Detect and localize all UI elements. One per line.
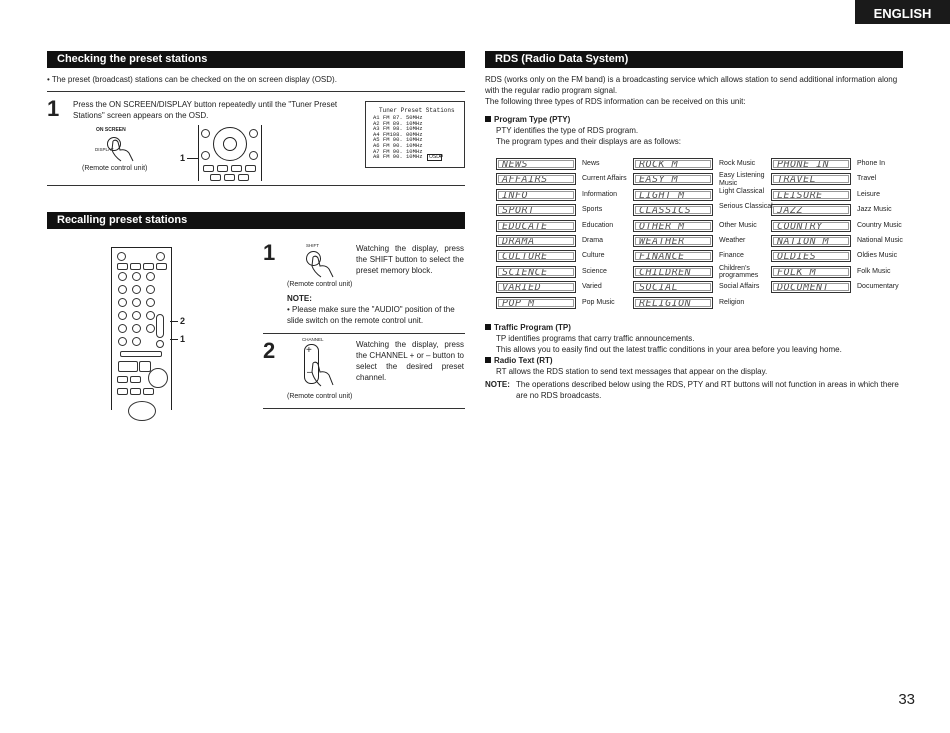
pty-description: Oldies Music	[857, 252, 898, 260]
pty-description: Phone In	[857, 160, 886, 167]
pty-display-box: SCIENCE	[496, 266, 576, 278]
button-icon	[118, 272, 127, 281]
tp-heading-label: Traffic Program (TP)	[494, 323, 571, 332]
power-button-icon	[117, 252, 126, 261]
button-icon	[201, 151, 210, 160]
button-icon	[143, 388, 154, 395]
button-icon	[217, 165, 228, 172]
button-icon	[117, 376, 128, 383]
language-tab: ENGLISH	[855, 0, 950, 24]
recall-step1-caption: (Remote control unit)	[287, 281, 353, 288]
tp-heading	[485, 322, 571, 333]
button-icon	[118, 361, 138, 372]
button-icon	[245, 165, 256, 172]
osd-line: A7 FM 90. 10MHz	[373, 147, 423, 155]
pty-display-box: OLDIES	[771, 250, 851, 262]
osd-line: A8 FM 90. 10MHz	[373, 153, 423, 161]
button-icon	[130, 263, 141, 270]
pty-description: Easy Listening Music	[719, 172, 765, 187]
button-icon	[224, 174, 235, 181]
rt-heading	[485, 355, 553, 366]
pty-display-box: LIGHT M	[633, 189, 713, 201]
divider	[47, 185, 465, 186]
osd-line: A6 FM 90. 10MHz	[373, 141, 423, 149]
pty-display-box: LEISURE	[771, 189, 851, 201]
number-button-icon	[132, 298, 141, 307]
button-icon	[249, 129, 258, 138]
divider	[263, 408, 465, 409]
checking-caption: (Remote control unit)	[82, 165, 148, 172]
pty-display-box: TRAVEL	[771, 173, 851, 185]
pty-display-box: DOCUMENT	[771, 281, 851, 293]
callout-number: 1	[180, 334, 186, 344]
square-bullet-icon	[485, 357, 491, 363]
callout-line	[170, 339, 178, 340]
button-icon	[130, 388, 141, 395]
pty-display-box: VARIED	[496, 281, 576, 293]
pty-description: Religion	[719, 298, 745, 306]
recall-step1-text: Watching the display, press the SHIFT button to select the preset memory block.	[356, 244, 464, 275]
button-icon	[249, 151, 258, 160]
pty-description: Other Music	[719, 221, 757, 229]
pty-description: News	[582, 160, 600, 167]
button-icon	[210, 174, 221, 181]
button-icon	[146, 272, 155, 281]
pty-description: Documentary	[857, 283, 899, 291]
number-button-icon	[146, 324, 155, 333]
button-icon	[118, 337, 127, 346]
on-screen-label: ON SCREEN	[96, 127, 126, 133]
pty-display-box: WEATHER	[633, 235, 713, 247]
plus-icon: +	[306, 345, 312, 356]
power-button-icon	[156, 252, 165, 261]
shift-label: SHIFT	[306, 243, 319, 248]
button-icon	[143, 263, 154, 270]
recall-note-text: • Please make sure the "AUDIO" position of the slide switch on the remote control unit.	[287, 305, 455, 325]
osd-line: A3 FM 98. 10MHz	[373, 125, 423, 133]
pty-description: Education	[582, 221, 614, 229]
square-bullet-icon	[485, 116, 491, 122]
remote-control-illustration	[111, 247, 172, 410]
tp-line-2: This allows you to easily find out the latest traffic conditions in your area before you leaving home.	[496, 345, 842, 354]
pty-description: Children's programmes	[719, 264, 759, 280]
osd-line: A1 FM 87. 50MHz	[373, 114, 423, 121]
pty-display-box: SPORT	[496, 204, 576, 216]
page-number: 33	[898, 691, 915, 708]
pty-heading	[485, 114, 570, 125]
volume-dial-icon	[148, 368, 168, 388]
button-icon	[132, 272, 141, 281]
pty-display-box: CLASSICS	[633, 204, 713, 216]
pty-display-box: PHONE IN	[771, 158, 851, 170]
enter-button-icon	[223, 137, 237, 151]
pty-description: Science	[582, 267, 607, 275]
osd-station-list	[373, 115, 423, 160]
callout-number: 1	[180, 153, 186, 163]
osd-line: A4 FM108. 00MHz	[373, 130, 423, 138]
pty-description: Travel	[857, 175, 877, 183]
callout-number: 2	[180, 316, 186, 326]
pty-description: Serious Classical	[719, 203, 773, 211]
pty-display-box: AFFAIRS	[496, 173, 576, 185]
pty-line-2: The program types and their displays are as follows:	[496, 137, 681, 146]
pty-description: Information	[582, 190, 618, 198]
number-button-icon	[118, 298, 127, 307]
pty-description: Culture	[582, 252, 605, 260]
button-icon	[117, 388, 128, 395]
button-icon	[156, 263, 167, 270]
pty-description: Social Affairs	[719, 283, 760, 291]
button-icon	[139, 361, 151, 372]
display-label: DISPLAY	[95, 147, 114, 152]
pty-display-box: INFO	[496, 189, 576, 201]
minus-icon: –	[307, 367, 313, 378]
button-icon	[132, 337, 141, 346]
note-label: NOTE:	[287, 294, 312, 303]
pty-display-box: COUNTRY	[771, 220, 851, 232]
pty-heading-label: Program Type (PTY)	[494, 115, 571, 124]
recall-step2-caption: (Remote control unit)	[287, 393, 353, 400]
number-button-icon	[118, 311, 127, 320]
rt-line-1: RT allows the RDS station to send text messages that appear on the display.	[496, 367, 768, 376]
pty-description: Country Music	[857, 221, 902, 229]
pty-display-box: RELIGION	[633, 297, 713, 309]
number-button-icon	[118, 324, 127, 333]
pty-display-box: EASY M	[633, 173, 713, 185]
pty-description: Folk Music	[857, 267, 891, 275]
osd-line: A2 FM 89. 10MHz	[373, 119, 423, 127]
pointing-hand-icon	[310, 255, 336, 279]
pty-display-box: FINANCE	[633, 250, 713, 262]
osd-title: Tuner Preset Stations	[379, 107, 455, 114]
square-bullet-icon	[485, 324, 491, 330]
rds-note-text: The operations described below using the RDS, PTY and RT buttons will not function in areas in which there are no RDS broadcasts.	[516, 380, 899, 400]
button-icon	[132, 285, 141, 294]
pointing-hand-icon	[310, 361, 336, 389]
osd-line: A5 FM 90. 10MHz	[373, 136, 423, 144]
tp-line-1: TP identifies programs that carry traffic announcements.	[496, 334, 695, 343]
pty-description: Rock Music	[719, 160, 756, 167]
remote-fragment-illustration	[198, 125, 262, 181]
pointing-hand-icon	[109, 139, 137, 163]
pty-description: Sports	[582, 206, 603, 214]
pty-description: Light Classical	[719, 187, 765, 195]
number-button-icon	[132, 311, 141, 320]
callout-line	[170, 321, 178, 322]
button-icon	[231, 165, 242, 172]
number-button-icon	[146, 311, 155, 320]
dpad-icon	[128, 401, 156, 421]
section-header-recalling: Recalling preset stations	[47, 212, 465, 229]
pty-description: Current Affairs	[582, 175, 627, 183]
rds-intro-2: The following three types of RDS information can be received on this unit:	[485, 97, 746, 106]
button-icon	[146, 285, 155, 294]
section-header-checking: Checking the preset stations	[47, 51, 465, 68]
divider	[47, 91, 465, 92]
recall-step2-text: Watching the display, press the CHANNEL + or – button to select the desired preset channel.	[356, 340, 464, 382]
pty-display-box: OTHER M	[633, 220, 713, 232]
pty-description: Jazz Music	[857, 206, 892, 214]
button-icon	[117, 263, 128, 270]
note-label: NOTE:	[485, 380, 510, 389]
pty-display-box: DRAMA	[496, 235, 576, 247]
pty-description: Weather	[719, 237, 746, 244]
step-number: 1	[47, 96, 60, 121]
pty-description: Drama	[582, 237, 604, 244]
channel-rocker-icon	[156, 314, 164, 338]
osd-badge: OSD	[429, 154, 440, 160]
osd-screen	[365, 101, 465, 168]
pty-display-box: POP M	[496, 297, 576, 309]
pty-display-box: NATION M	[771, 235, 851, 247]
pty-description: Pop Music	[582, 298, 615, 306]
pty-display-box: NEWS	[496, 158, 576, 170]
pty-description: Finance	[719, 252, 744, 260]
pty-display-box: SOCIAL	[633, 281, 713, 293]
shift-button-illustration	[296, 243, 336, 279]
channel-label: CHANNEL	[302, 337, 324, 342]
step-number: 2	[263, 338, 276, 363]
pty-display-box: CULTURE	[496, 250, 576, 262]
channel-button-illustration	[296, 337, 336, 389]
pty-description: National Music	[857, 237, 903, 244]
step-number: 1	[263, 240, 276, 265]
slide-switch-icon	[120, 351, 162, 357]
pty-description: Varied	[582, 283, 602, 291]
rds-intro-1: RDS (works only on the FM band) is a broadcasting service which allows station to send additional information along with the regular radio program signal.	[485, 75, 898, 95]
button-icon	[130, 376, 141, 383]
pty-line-1: PTY identifies the type of RDS program.	[496, 126, 639, 135]
number-button-icon	[146, 298, 155, 307]
section-header-rds: RDS (Radio Data System)	[485, 51, 903, 68]
callout-line	[187, 158, 198, 159]
number-button-icon	[132, 324, 141, 333]
return-arrow-icon: ↵	[439, 154, 445, 160]
button-icon	[203, 165, 214, 172]
pty-display-box: ROCK M	[633, 158, 713, 170]
pty-display-box: EDUCATE	[496, 220, 576, 232]
divider	[263, 333, 465, 334]
button-icon	[238, 174, 249, 181]
pty-display-box: JAZZ	[771, 204, 851, 216]
pty-display-box: CHILDREN	[633, 266, 713, 278]
pty-display-box: FOLK M	[771, 266, 851, 278]
shift-button-icon	[156, 340, 164, 348]
checking-step-text: Press the ON SCREEN/DISPLAY button repeatedly until the "Tuner Preset Stations" screen appears on the OSD.	[73, 100, 338, 120]
rt-heading-label: Radio Text (RT)	[494, 356, 553, 365]
checking-intro: • The preset (broadcast) stations can be checked on the on screen display (OSD).	[47, 75, 337, 84]
on-screen-button-illustration	[93, 127, 137, 163]
pty-description: Leisure	[857, 190, 880, 198]
button-icon	[118, 285, 127, 294]
button-icon	[201, 129, 210, 138]
